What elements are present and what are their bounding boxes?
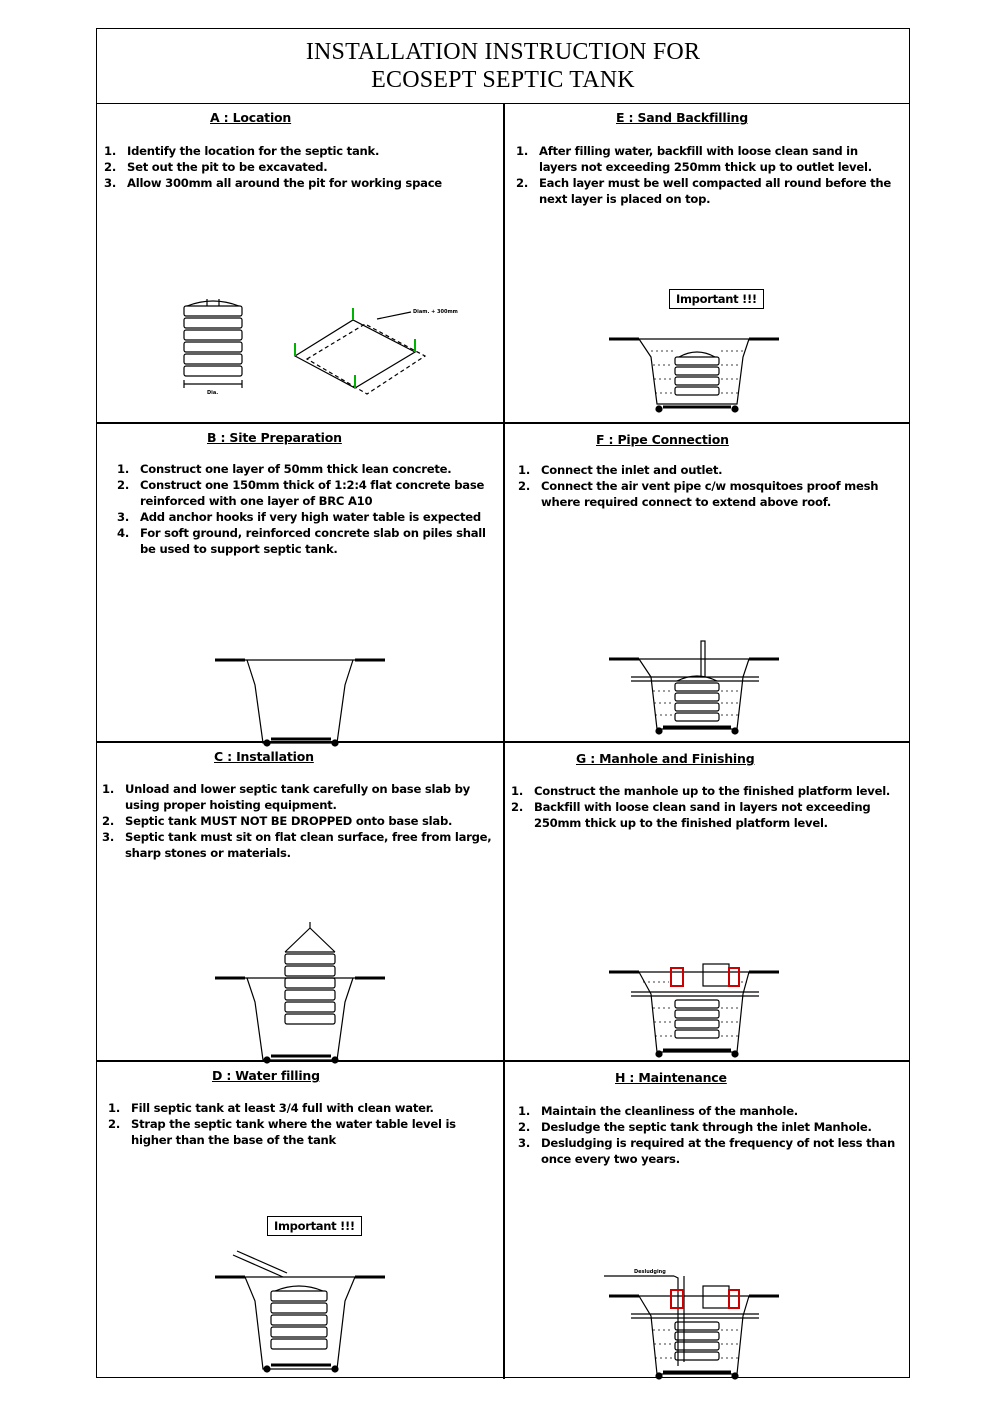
list-item: 1. Connect the inlet and outlet. — [518, 463, 723, 477]
section-d-water-filling — [97, 1061, 503, 1379]
title-line-2: ECOSEPT SEPTIC TANK — [371, 67, 635, 93]
desludging-label: Desludging — [634, 1269, 666, 1275]
manhole-finishing-diagram — [609, 964, 779, 1064]
sand-backfill-diagram — [609, 329, 779, 414]
section-c-heading: C : Installation — [214, 749, 314, 764]
section-h-steps — [518, 1103, 903, 1167]
list-item: 1. Unload and lower septic tank carefully on base slab by using proper hoisting equipment. — [102, 782, 470, 812]
maintenance-diagram — [604, 1266, 779, 1376]
pipe-connection-diagram — [609, 641, 779, 741]
list-item: 2. Backfill with loose clean sand in layers not exceeding 250mm thick up to the finished platform level. — [511, 800, 871, 830]
section-g-steps — [511, 783, 901, 831]
page-title — [97, 29, 909, 104]
list-item: 2. Construct one 150mm thick of 1:2:4 flat concrete base reinforced with one layer of BRC A10 — [117, 478, 485, 508]
dia-label: Dia. — [207, 390, 219, 396]
section-e-sand-backfilling — [504, 104, 910, 422]
pit-size-label: Diam. + 300mm — [413, 309, 458, 315]
list-item: 3. Desludging is required at the frequency of not less than once every two years. — [518, 1136, 895, 1166]
list-item: 1. Maintain the cleanliness of the manhole. — [518, 1104, 798, 1118]
list-item: 2. Connect the air vent pipe c/w mosquitoes proof mesh where required connect to extend above roof. — [518, 479, 879, 509]
section-a-steps — [104, 143, 494, 191]
list-item: 2. Strap the septic tank where the water table level is higher than the base of the tank — [108, 1117, 456, 1147]
installation-diagram — [215, 922, 385, 1057]
instruction-sheet — [96, 28, 910, 1378]
section-d-steps — [108, 1100, 493, 1148]
list-item: 2. Septic tank MUST NOT BE DROPPED onto base slab. — [102, 814, 453, 828]
title-line-1: INSTALLATION INSTRUCTION FOR — [305, 39, 701, 65]
important-label: Important !!! — [267, 1216, 362, 1236]
list-item: 2. Each layer must be well compacted all round before the next layer is placed on top. — [516, 176, 892, 206]
list-item: 1. Identify the location for the septic tank. — [104, 144, 380, 158]
water-filling-diagram — [215, 1251, 385, 1376]
list-item: 2. Desludge the septic tank through the inlet Manhole. — [518, 1120, 872, 1134]
section-e-heading: E : Sand Backfilling — [616, 110, 748, 125]
section-b-site-preparation — [97, 423, 503, 741]
section-a-location — [97, 104, 503, 422]
section-f-heading: F : Pipe Connection — [596, 432, 729, 447]
section-b-steps — [117, 461, 497, 557]
section-e-steps — [516, 143, 896, 207]
section-d-heading: D : Water filling — [212, 1068, 320, 1083]
list-item: 1. Construct the manhole up to the finished platform level. — [511, 784, 891, 798]
site-preparation-diagram — [215, 655, 385, 740]
section-h-maintenance — [504, 1061, 910, 1379]
list-item: 1. Fill septic tank at least 3/4 full with clean water. — [108, 1101, 434, 1115]
section-a-heading: A : Location — [210, 110, 292, 125]
list-item: 3. Septic tank must sit on flat clean surface, free from large, sharp stones or materials. — [102, 830, 492, 860]
section-g-manhole-finishing — [504, 742, 910, 1060]
section-f-pipe-connection — [504, 423, 910, 741]
list-item: 1. Construct one layer of 50mm thick lean concrete. — [117, 462, 452, 476]
section-f-steps — [518, 462, 903, 510]
section-b-heading: B : Site Preparation — [207, 430, 342, 445]
important-label: Important !!! — [669, 289, 764, 309]
section-h-heading: H : Maintenance — [615, 1070, 727, 1085]
list-item: 3. Allow 300mm all around the pit for working space — [104, 176, 442, 190]
list-item: 2. Set out the pit to be excavated. — [104, 160, 328, 174]
list-item: 4. For soft ground, reinforced concrete slab on piles shall be used to support septic tank. — [117, 526, 486, 556]
section-c-steps — [102, 781, 492, 861]
location-diagram — [177, 294, 457, 404]
section-c-installation — [97, 742, 503, 1060]
list-item: 1. After filling water, backfill with loose clean sand in layers not exceeding 250mm thick up to outlet level. — [516, 144, 872, 174]
list-item: 3. Add anchor hooks if very high water table is expected — [117, 510, 481, 524]
section-g-heading: G : Manhole and Finishing — [576, 751, 755, 766]
